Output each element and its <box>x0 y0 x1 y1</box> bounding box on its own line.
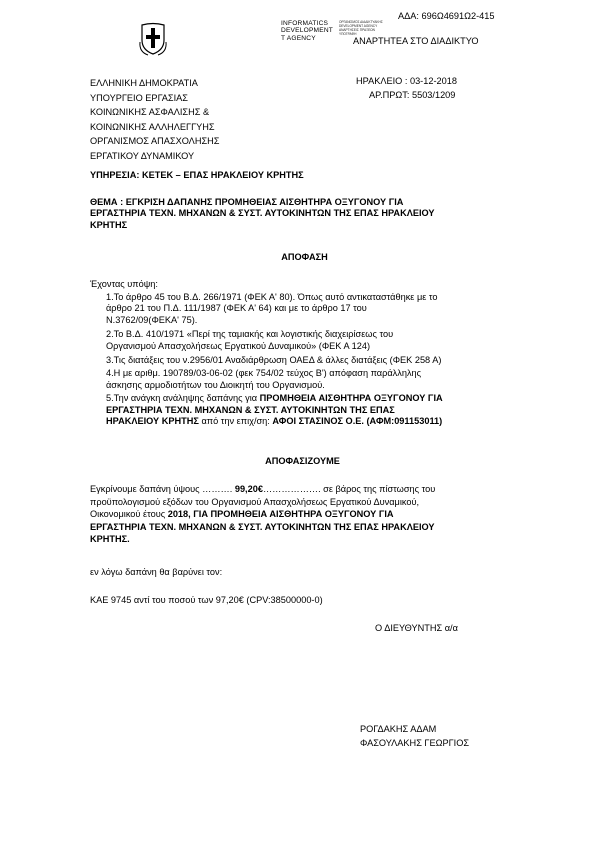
decision-title: ΑΠΟΦΑΣΗ <box>281 252 328 262</box>
posted-online-note: ΑΝΑΡΤΗΤΕΑ ΣΤΟ ΔΙΑΔΙΚΤΥΟ <box>353 36 479 46</box>
item-line: 4.Η με αριθμ. 190789/03-06-02 (φεκ 754/02 τεύχος Β') απόφαση παράλληλης <box>106 368 422 379</box>
item5-prefix: 5.Την ανάγκη ανάληψης δαπάνης για <box>106 393 260 404</box>
item5-bold: ΠΡΟΜΗΘΕΙΑ ΑΙΣΘΗΤΗΡΑ ΟΞΥΓΟΝΟΥ ΓΙΑ <box>259 393 443 404</box>
item-line: 1.Το άρθρο 45 του Β.Δ. 266/1971 (ΦΕΚ Α' 80). Όπως αυτό αντικαταστάθηκε με το <box>106 292 438 302</box>
signatory-name: ΦΑΣΟΥΛΑΚΗΣ ΓΕΩΡΓΙΟΣ <box>360 738 470 748</box>
item-line: ΕΡΓΑΣΤΗΡΙΑ ΤΕΧΝ. ΜΗΧΑΝΩΝ & ΣΥΣΤ. ΑΥΤΟΚΙΝΗΤΩΝ ΤΗΣ ΕΠΑΣ <box>106 404 395 415</box>
supplier-name: ΑΦΟΙ ΣΤΑΣΙΝΟΣ Ο.Ε. (ΑΦΜ:091153011) <box>272 416 443 427</box>
approval-line: προϋπολογισμού εξόδων του Οργανισμού Απασχολήσεως Εργατικού Δυναμικού, <box>90 496 420 507</box>
authority-line: ΟΡΓΑΝΙΣΜΟΣ ΑΠΑΣΧΟΛΗΣΗΣ <box>90 136 220 147</box>
authority-block <box>90 76 219 164</box>
item-line: άρθρο 21 του Π.Δ. 111/1987 (ΦΕΚ Α' 64) και με το άρθρο 17 του <box>106 303 367 314</box>
greek-emblem-icon <box>138 22 168 56</box>
logo-line: DEVELOPMENT <box>281 27 334 35</box>
list-item <box>106 368 443 391</box>
logo-line: T AGENCY <box>281 34 316 42</box>
item5-mid: από την επιχ/ση: <box>198 416 273 427</box>
item-line: 3.Τις διατάξεις του ν.2956/01 Αναδιάρθρωση ΟΑΕΔ & άλλες διατάξεις (ΦΕΚ 258 Α) <box>106 355 442 366</box>
approval-line <box>90 508 435 521</box>
approval-line: ΚΡΗΤΗΣ. <box>90 534 130 545</box>
subject-line: ΘΕΜΑ : ΕΓΚΡΙΣΗ ΔΑΠΑΝΗΣ ΠΡΟΜΗΘΕΙΑΣ ΑΙΣΘΗΤΗΡΑ ΟΞΥΓΟΝΟΥ ΓΙΑ <box>90 197 404 207</box>
authority-line: ΕΛΛΗΝΙΚΗ ΔΗΜΟΚΡΑΤΙΑ <box>90 78 198 88</box>
list-item <box>106 355 443 366</box>
logo-small-text: ΟΡΓΑΝΙΣΜΟΣ ΔΙΑΔΙΚΤΥΑΚΗΣ DEVELOPMENT AGENCY ΑΝΑΡΤΗΣΕΙΣ ΠΡΑΞΕΩΝ ΥΠΟΓΡΑΦΗ <box>339 20 383 36</box>
place-date: ΗΡΑΚΛΕΙΟ : 03-12-2018 <box>356 76 457 86</box>
approval-year: 2018 <box>167 509 189 520</box>
item-line: Ν.3762/09(ΦΕΚΑ' 75). <box>106 314 198 325</box>
burden-line: εν λόγω δαπάνη θα βαρύνει τον: <box>90 567 223 577</box>
item5-bold: ΗΡΑΚΛΕΙΟΥ ΚΡΗΤΗΣ <box>106 416 199 427</box>
approval-text: Οικονομικού έτους <box>90 509 168 520</box>
ada-code: ΑΔΑ: 696Ω4691Ω2-415 <box>398 11 495 21</box>
authority-line: ΥΠΟΥΡΓΕΙΟ ΕΡΓΑΣΙΑΣ <box>90 92 188 103</box>
approval-text: , ΓΙΑ ΠΡΟΜΗΘΕΙΑ ΑΙΣΘΗΤΗΡΑ ΟΞΥΓΟΝΟΥ ΓΙΑ <box>188 509 394 520</box>
item-line <box>106 416 443 427</box>
list-item <box>106 292 443 326</box>
director-title: Ο ΔΙΕΥΘΥΝΤΗΣ α/α <box>375 623 458 633</box>
decide-title: ΑΠΟΦΑΣΙΖΟΥΜΕ <box>265 456 340 466</box>
approval-text: Εγκρίνουμε δαπάνη ύψους ………. <box>90 484 233 494</box>
list-item <box>106 329 443 352</box>
service-line: ΥΠΗΡΕΣΙΑ: ΚΕΤΕΚ – ΕΠΑΣ ΗΡΑΚΛΕΙΟΥ ΚΡΗΤΗΣ <box>90 170 304 180</box>
signatories-block <box>360 722 469 750</box>
approval-amount: 99,20€ <box>234 484 263 494</box>
item-line <box>106 393 443 404</box>
subject-block <box>90 197 435 231</box>
authority-line: ΕΡΓΑΤΙΚΟΥ ΔΥΝΑΜΙΚΟΥ <box>90 150 195 161</box>
authority-line: ΚΟΙΝΩΝΙΚΗΣ ΑΣΦΑΛΙΣΗΣ & <box>90 107 210 118</box>
considering-label: Έχοντας υπόψη: <box>90 279 158 289</box>
subject-line: ΚΡΗΤΗΣ <box>90 219 128 230</box>
kae-line: ΚΑΕ 9745 αντί του ποσού των 97,20€ (CPV:38500000-0) <box>90 595 323 605</box>
signatory-name: ΡΟΓΔΑΚΗΣ ΑΔΑΜ <box>360 724 437 734</box>
approval-line <box>90 483 435 496</box>
approval-paragraph <box>90 483 435 546</box>
protocol-number: ΑΡ.ΠΡΩΤ: 5503/1209 <box>369 90 456 100</box>
authority-line: ΚΟΙΝΩΝΙΚΗΣ ΑΛΛΗΛΕΓΓΥΗΣ <box>90 121 215 132</box>
list-item <box>106 393 443 427</box>
item-line: Οργανισμού Απασχολήσεως Εργατικού Δυναμικού» (ΦΕΚ Α 124) <box>106 340 371 351</box>
logo-line: INFORMATICS <box>281 20 329 27</box>
subject-line: ΕΡΓΑΣΤΗΡΙΑ ΤΕΧΝ. ΜΗΧΑΝΩΝ & ΣΥΣΤ. ΑΥΤΟΚΙΝΗΤΩΝ ΤΗΣ ΕΠΑΣ ΗΡΑΚΛΕΙΟΥ <box>90 208 435 219</box>
approval-text: ………………. σε βάρος της πίστωσης του <box>262 484 436 494</box>
approval-line: ΕΡΓΑΣΤΗΡΙΑ ΤΕΧΝ. ΜΗΧΑΝΩΝ & ΣΥΣΤ. ΑΥΤΟΚΙΝΗΤΩΝ ΤΗΣ ΕΠΑΣ ΗΡΑΚΛΕΙΟΥ <box>90 521 435 532</box>
item-line: 2.Το Β.Δ. 410/1971 «Περί της ταμιακής και λογιστικής διαχειρίσεως του <box>106 329 394 340</box>
item-line: άσκησης αρμοδιοτήτων του Διοικητή του Οργανισμού. <box>106 379 325 390</box>
considerations-list <box>106 292 443 427</box>
informatics-agency-logo <box>281 20 333 42</box>
